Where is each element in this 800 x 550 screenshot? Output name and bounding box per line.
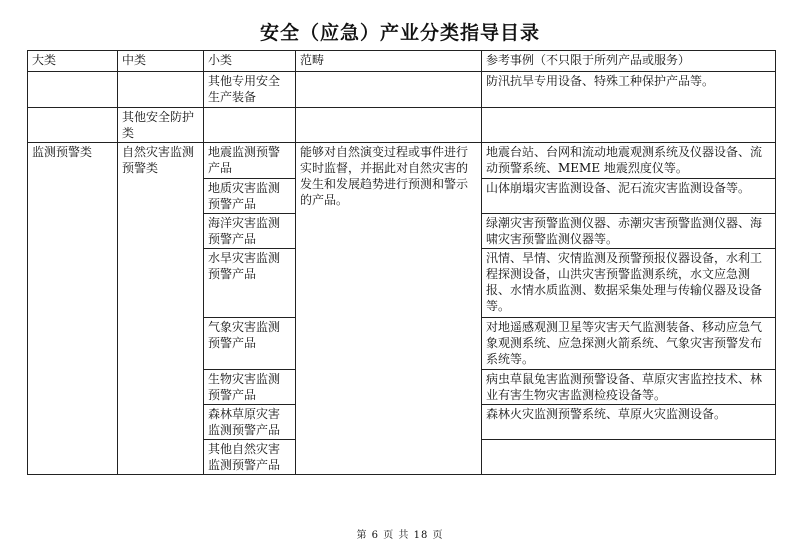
cell-sub: 其他自然灾害监测预警产品 — [204, 440, 296, 475]
cell-scope — [296, 72, 482, 108]
cell-example: 山体崩塌灾害监测设备、泥石流灾害监测设备等。 — [482, 179, 776, 214]
cell-major: 监测预警类 — [28, 143, 118, 475]
cell-example: 地震台站、台网和流动地震观测系统及仪器设备、流动预警系统、MEME 地震烈度仪等。 — [482, 143, 776, 179]
cell-example: 防汛抗旱专用设备、特殊工种保护产品等。 — [482, 72, 776, 108]
cell-example: 森林火灾监测预警系统、草原火灾监测设备。 — [482, 405, 776, 440]
header-examples: 参考事例（不只限于所列产品或服务） — [482, 51, 776, 72]
table-row — [28, 72, 776, 108]
cell-major — [28, 72, 118, 108]
cell-mid: 其他安全防护类 — [118, 108, 204, 143]
header-major-category: 大类 — [28, 51, 118, 72]
classification-table — [27, 50, 776, 475]
cell-sub: 生物灾害监测预警产品 — [204, 370, 296, 405]
cell-example — [482, 108, 776, 143]
cell-sub — [204, 108, 296, 143]
cell-example: 汛情、旱情、灾情监测及预警预报仪器设备，水利工程探测设备，山洪灾害预警监测系统，水文应急测报、水情水质监测、数据采集处理与传输仪器及设备等。 — [482, 249, 776, 318]
page-number-footer: 第 6 页 共 18 页 — [356, 530, 444, 541]
document-title: 安全（应急）产业分类指导目录 — [259, 22, 540, 44]
cell-sub: 其他专用安全生产装备 — [204, 72, 296, 108]
cell-example — [482, 440, 776, 475]
header-sub-category: 小类 — [204, 51, 296, 72]
cell-example: 绿潮灾害预警监测仪器、赤潮灾害预警监测仪器、海啸灾害预警监测仪器等。 — [482, 214, 776, 249]
cell-sub: 海洋灾害监测预警产品 — [204, 214, 296, 249]
header-mid-category: 中类 — [118, 51, 204, 72]
cell-mid — [118, 72, 204, 108]
table-header-row — [28, 51, 776, 72]
cell-example: 对地遥感观测卫星等灾害天气监测装备、移动应急气象观测系统、应急探测火箭系统、气象灾害预警发布系统等。 — [482, 318, 776, 370]
cell-scope: 能够对自然演变过程或事件进行实时监督，并据此对自然灾害的发生和发展趋势进行预测和警示的产品。 — [296, 143, 482, 475]
header-scope: 范畴 — [296, 51, 482, 72]
cell-sub: 地质灾害监测预警产品 — [204, 179, 296, 214]
cell-scope — [296, 108, 482, 143]
cell-sub: 水旱灾害监测预警产品 — [204, 249, 296, 318]
cell-sub: 森林草原灾害监测预警产品 — [204, 405, 296, 440]
cell-mid: 自然灾害监测预警类 — [118, 143, 204, 475]
cell-major — [28, 108, 118, 143]
cell-sub: 气象灾害监测预警产品 — [204, 318, 296, 370]
cell-example: 病虫草鼠兔害监测预警设备、草原灾害监控技术、林业有害生物灾害监测检疫设备等。 — [482, 370, 776, 405]
cell-sub: 地震监测预警产品 — [204, 143, 296, 179]
table-row — [28, 143, 776, 179]
table-row — [28, 108, 776, 143]
